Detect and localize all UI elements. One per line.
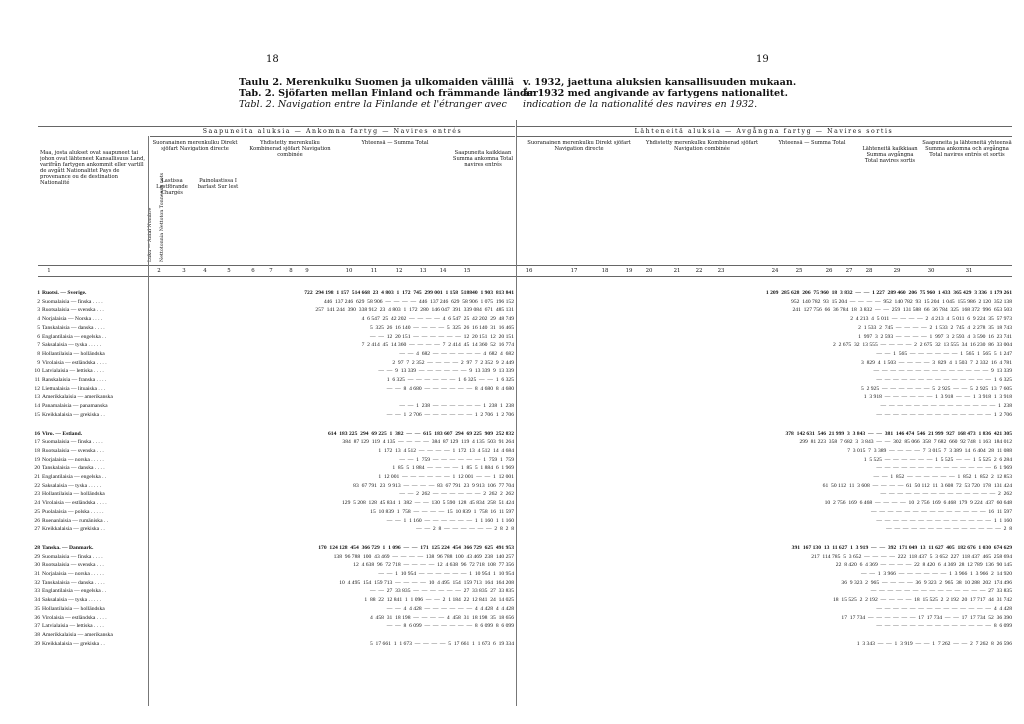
row-values-departed: 391 167 130 13 11 627 1 3 919 — — 392 171 049 13 11 627 405 182 676 1 030 674 629 — [791, 544, 1012, 551]
row-number: 30 — [34, 562, 40, 569]
row-label: Suomalaisia — finska . . . . — [42, 298, 103, 305]
row-values-arrived: — — 1 10 954 — — — — — — 1 10 954 1 10 954 — [378, 571, 514, 577]
row-values-arrived: 384 87 129 119 4 135 — — — — 384 87 129 119 4 135 503 91 264 — [342, 439, 514, 446]
row-label: Viro. — Estland. — [42, 430, 83, 437]
row-values-departed: — — — — — — — — — — — — — — 9 13 339 — [873, 368, 1012, 375]
title-left-line1: Taulu 2. Merenkulku Suomen ja ulkomaiden välillä — [239, 77, 515, 88]
title-left-line2: Tab. 2. Sjöfarten mellan Finland och främmande länder — [239, 88, 538, 99]
column-number: 5 — [227, 268, 231, 274]
band-left: Saapuneita aluksia — Ankomna fartyg — Navires entrés — [202, 128, 463, 135]
row-number: 5 — [37, 324, 40, 331]
row-values-departed: 952 140 782 93 15 204 — — — — 952 140 782 93 15 204 1 045 155 986 2 120 352 138 — [791, 298, 1012, 305]
row-label: Saksalaisia — tyska . . . . . — [42, 597, 102, 604]
row-number: 34 — [34, 597, 40, 604]
row-values-arrived: 257 141 244 390 338 912 23 4 803 1 172 280 146 047 391 339 084 671 485 131 — [315, 307, 514, 314]
row-number: 37 — [34, 623, 40, 630]
rule — [516, 120, 517, 706]
row-values-arrived: 1 6 325 — — — — — — 1 6 325 — — 1 6 325 — [386, 377, 514, 383]
right-combined-header: Yhdistetty merenkulku Kombinerad sjöfart Navigation combinée — [645, 140, 759, 152]
column-number: 2 — [157, 268, 161, 274]
row-number: 32 — [34, 579, 40, 586]
row-number: 27 — [34, 526, 40, 533]
row-label: Kreikkalaisia — grekiska . . — [42, 640, 105, 647]
row-values-arrived: 722 294 198 1 157 514 668 23 4 803 1 172 745 299 001 1 158 518840 1 903 813 841 — [304, 290, 514, 296]
row-number: 18 — [34, 447, 40, 454]
row-number: 16 — [34, 430, 40, 437]
row-label: Latvialaisia — lettiska . . . . — [42, 623, 104, 630]
row-values-departed: 2 4 213 4 5 011 — — — — 2 4 213 4 5 011 6 9 224 35 57 973 — [850, 316, 1012, 323]
row-values-departed: 10 2 756 169 6 468 — — — — 10 2 756 169 6 468 179 9 224 437 60 648 — [824, 500, 1012, 507]
column-number: 24 — [771, 268, 779, 274]
row-number: 22 — [34, 482, 40, 489]
row-label: Hollantilaisia — holländska — [42, 491, 105, 498]
row-values-departed: — — — — — — — — — — — — — — 4 4 428 — [876, 605, 1012, 612]
row-label: Kreikkalaisia — grekiska . . — [42, 526, 105, 533]
left-direct-header: Suoranainen merenkulku Direkt sjöfart Navigation directe — [152, 140, 238, 152]
row-label: Hollantilaisia — holländska — [42, 605, 105, 612]
stub-header: Maa, josta alukset ovat saapuneet tai johon ovat lähteneet Kansallisuus Land, varifrån fartygen ankommit eller vartill de avgått Nationalitet Pays de provenance ou de destination Nationalité — [40, 150, 146, 186]
row-values-arrived: 12 4 638 96 72 718 — — — — 12 4 638 96 72 718 108 77 356 — [353, 562, 514, 569]
row-label: Tanskalaisia — danska . . . . — [42, 324, 105, 331]
row-values-arrived: 446 137 246 629 58 906 — — — — 446 137 246 629 58 906 1 075 196 152 — [323, 298, 514, 305]
row-values-arrived: — — 8 6 099 — — — — — — 8 6 099 8 6 099 — [386, 623, 514, 630]
rule — [38, 126, 515, 127]
row-values-arrived: 129 5 208 128 45 834 1 382 — — 130 5 590 128 45 834 258 51 424 — [341, 500, 514, 507]
column-number: 27 — [845, 268, 853, 274]
row-number: 26 — [34, 517, 40, 524]
column-number: 1 — [47, 268, 51, 274]
column-number: 25 — [795, 268, 803, 274]
row-label: Virolaisia — estländska . . . . — [42, 614, 107, 621]
right-direct-header: Suoranainen merenkulku Direkt sjöfart Navigation directe — [527, 140, 631, 152]
row-label: Hollantilaisia — holländska — [42, 350, 105, 357]
row-values-departed: — — — — — — — — — — — — — — 1 6 325 — [876, 377, 1012, 383]
left-ballast-header: Painolastissa I barlast Sur lest — [197, 178, 239, 190]
column-number: 30 — [927, 268, 935, 274]
row-label: Norjalaisia — norska . . . . . — [42, 571, 104, 577]
row-values-departed: 1 3 918 — — — — — — 1 3 918 — — 1 3 918 1 3 918 — [863, 394, 1012, 401]
row-number: 19 — [34, 456, 40, 463]
row-values-arrived: — — 8 4 680 — — — — — — 8 4 680 8 4 680 — [386, 385, 514, 392]
column-number: 3 — [182, 268, 186, 274]
row-values-departed: 378 142 631 546 21 999 3 3 843 — — 381 146 474 546 21 999 927 168 473 1 836 421 305 — [785, 430, 1012, 437]
row-label: Suomalaisia — finska . . . . — [42, 553, 103, 560]
column-number: 16 — [525, 268, 533, 274]
rule — [38, 265, 1012, 266]
departed-total-header: Lähteneitä kaikkiaan Summa avgångna Total navires sortis — [862, 146, 918, 164]
row-values-departed: 22 8 420 6 4 369 — — — — 22 8 420 6 4 369 28 12 789 136 90 145 — [835, 562, 1012, 569]
column-number: 15 — [463, 268, 471, 274]
row-values-arrived: 2 97 7 2 352 — — — — 2 97 7 2 352 9 2 449 — [392, 359, 514, 366]
row-values-arrived: 170 124 128 454 366 729 1 1 096 — — 171 125 224 454 366 729 625 491 953 — [318, 544, 514, 551]
column-number: 9 — [305, 268, 309, 274]
row-values-arrived: 15 10 839 1 758 — — — — 15 10 839 1 758 16 11 597 — [370, 508, 514, 515]
row-values-departed: — — — — — — — — — — — — — — 2 8 — [886, 526, 1012, 533]
row-values-departed: 18 15 525 2 2 192 — — — — 18 15 525 2 2 192 20 17 717 44 31 742 — [833, 597, 1012, 604]
column-number: 21 — [673, 268, 681, 274]
row-values-arrived: — — 1 2 706 — — — — — — 1 2 706 1 2 706 — [386, 411, 514, 418]
row-values-arrived: — — 2 262 — — — — — — 2 262 2 262 — [399, 491, 514, 498]
row-label: Englantilaisia — engelska . . — [42, 588, 107, 595]
row-label: Tanska. — Danmark. — [42, 544, 94, 551]
row-values-departed: 217 114 785 5 3 652 — — — — 222 118 437 5 3 652 227 118 437 465 258 694 — [811, 553, 1012, 560]
row-label: Liettualaisia — lituaiska . . . — [42, 385, 106, 392]
row-values-arrived: 138 96 788 100 43 469 — — — — 138 96 788 100 43 469 238 140 257 — [333, 553, 514, 560]
column-number: 8 — [289, 268, 293, 274]
row-number: 23 — [34, 491, 40, 498]
title-left — [239, 77, 538, 110]
rule — [150, 136, 515, 137]
row-label: Ruotsalaisia — svenska . . . — [42, 447, 104, 454]
row-label: Suomalaisia — finska . . . . — [42, 439, 103, 446]
row-number: 35 — [34, 605, 40, 612]
row-values-departed: — — — — — — — — — — — — — — 27 33 835 — [870, 588, 1012, 595]
row-number: 36 — [34, 614, 40, 621]
row-number: 33 — [34, 588, 40, 595]
grand-total-header: Saapuneita ja lähteneitä yhteensä Summa ankomna och avgångna Total navires entrés et sortis — [922, 140, 1012, 158]
row-values-arrived: 1 172 13 4 512 — — — — 1 172 13 4 512 14 4 684 — [378, 447, 514, 454]
row-values-departed: — — 1 3 966 — — — — — — 1 3 966 1 3 966 2 14 920 — [860, 571, 1012, 577]
row-values-departed: — — — — — — — — — — — — — — 1 2 706 — [876, 411, 1012, 418]
row-values-arrived: 614 183 225 294 69 225 1 382 — — 615 183 607 294 69 225 909 252 832 — [328, 430, 514, 437]
row-number: 7 — [37, 342, 40, 349]
title-right-line1: v. 1932, jaettuna aluksien kansallisuuden mukaan. — [523, 77, 797, 88]
row-label: Latvialaisia — lettiska . . . . — [42, 368, 104, 375]
row-values-arrived: — — 2 8 — — — — — — 2 8 2 8 — [416, 526, 514, 533]
row-values-arrived: — — 1 238 — — — — — — 1 238 1 238 — [399, 403, 514, 410]
row-values-departed: — — — — — — — — — — — — — — 1 238 — [880, 403, 1012, 410]
row-values-arrived: — — 1 759 — — — — — — 1 759 1 759 — [399, 456, 514, 463]
title-right-line3: indication de la nationalité des navires en 1932. — [523, 99, 758, 110]
row-values-departed: 1 5 525 — — — — — — 1 5 525 — — 1 5 525 2 6 284 — [863, 456, 1012, 463]
row-number: 8 — [37, 350, 40, 357]
column-number: 7 — [269, 268, 273, 274]
row-number: 4 — [37, 316, 40, 323]
row-number: 28 — [34, 544, 40, 551]
row-values-departed: 36 9 323 2 965 — — — — 36 9 323 2 965 38 10 288 202 174 496 — [841, 579, 1012, 586]
row-label: Amerikkalaisia — amerikanska — [42, 631, 113, 638]
row-label: Norjalaisia — norska . . . . . — [42, 456, 104, 463]
column-number: 26 — [825, 268, 833, 274]
column-number: 20 — [645, 268, 653, 274]
row-label: Saksalaisia — tyska . . . . . — [42, 482, 102, 489]
row-values-departed: — — 1 565 — — — — — — 1 565 1 565 5 1 247 — [876, 350, 1012, 357]
row-values-departed: 299 81 223 358 7 682 3 3 843 — — 302 85 066 358 7 682 660 92 748 1 163 184 012 — [799, 439, 1012, 446]
right-total-header: Yhteensä — Summa Total — [778, 140, 846, 146]
row-number: 3 — [37, 307, 40, 314]
row-values-departed: 2 1 533 2 745 — — — — 2 1 533 2 745 4 2 278 35 18 743 — [858, 324, 1012, 331]
row-number: 38 — [34, 631, 40, 638]
row-values-departed: 1 3 343 — — 1 3 919 — — 1 7 262 — — 2 7 262 8 26 596 — [856, 640, 1012, 647]
row-values-arrived: 5 325 26 16 140 — — — — 5 325 26 16 140 31 16 465 — [369, 324, 514, 331]
row-values-departed: — — — — — — — — — — — — — — 16 11 597 — [870, 508, 1012, 515]
row-label: Kreikkalaisia — grekiska . . — [42, 411, 105, 418]
row-values-arrived: 1 88 22 12 841 1 1 096 — — 2 1 184 22 12 841 24 14 025 — [364, 597, 514, 604]
row-label: Saksalaisia — tyska . . . . . — [42, 342, 102, 349]
row-values-arrived: — — 12 20 151 — — — — — — 12 20 151 12 20 151 — [369, 333, 514, 340]
row-values-arrived: 4 458 31 18 198 — — — — 4 458 31 18 198 35 18 656 — [369, 614, 514, 621]
row-values-arrived: 4 6 547 25 42 202 — — — — 4 6 547 25 42 202 29 48 749 — [361, 316, 514, 323]
row-values-departed: 5 2 925 — — — — — — 5 2 925 — — 5 2 925 13 7 605 — [860, 385, 1012, 392]
row-label: Virolaisia — estländska . . . . — [42, 359, 107, 366]
row-number: 17 — [34, 439, 40, 446]
row-label: Virolaisia — estländska . . . . — [42, 500, 107, 507]
row-label: Ranskalaisia — franska . . . . — [42, 377, 107, 383]
column-number: 13 — [419, 268, 427, 274]
row-number: 24 — [34, 500, 40, 507]
row-label: Ruenanlaisia — rumäniska . . — [42, 517, 109, 524]
row-label: Norjalaisia — Norska . . . . — [42, 316, 103, 323]
row-number: 1 — [37, 290, 40, 296]
row-values-arrived: — — 1 1 160 — — — — — — 1 1 160 1 1 160 — [386, 517, 514, 524]
row-values-arrived: 10 4 495 154 159 713 — — — — 10 4 495 154 159 713 164 164 208 — [339, 579, 514, 586]
page-number-right: 19 — [756, 54, 769, 65]
row-number: 13 — [34, 394, 40, 401]
row-number: 11 — [34, 377, 40, 383]
row-values-departed: — — — — — — — — — — — — — — 6 1 969 — [876, 465, 1012, 472]
column-number: 10 — [345, 268, 353, 274]
column-number: 6 — [251, 268, 255, 274]
rule — [516, 136, 1012, 137]
row-label: Tanskalaisia — danska . . . . — [42, 465, 105, 472]
row-label: Tanskalaisia — danska . . . . — [42, 579, 105, 586]
row-label: Ruotsi. — Sverige. — [42, 290, 87, 296]
row-values-arrived: 5 17 661 1 1 673 — — — — 5 17 661 1 1 673 6 19 334 — [369, 640, 514, 647]
row-number: 14 — [34, 403, 40, 410]
row-values-arrived: 1 12 001 — — — — — — 1 12 001 — — 1 12 001 — [378, 474, 514, 480]
band-right: Lähteneitä aluksia — Avgångna fartyg — Navires sortis — [634, 128, 894, 135]
row-label: Englantilaisia — engelska . . — [42, 474, 107, 480]
tonnage-label: Nettotonnia Nettoton Tonneaux nets — [160, 172, 165, 262]
row-values-arrived: — — 4 4 428 — — — — — — 4 4 428 4 4 428 — [386, 605, 514, 612]
row-values-departed: — — — — — — — — — — — — — — 8 6 099 — [876, 623, 1012, 630]
row-number: 15 — [34, 411, 40, 418]
row-label: Englantilaisia — engelska . . — [42, 333, 107, 340]
count-label: Luku — Antal Nombre — [148, 207, 153, 262]
column-number: 14 — [439, 268, 447, 274]
left-laden-header: Lastissa Lastförande Chargés — [156, 178, 188, 196]
row-values-departed: — — — — — — — — — — — — — — 2 262 — [880, 491, 1012, 498]
column-number: 18 — [601, 268, 609, 274]
row-values-arrived: 1 85 5 1 884 — — — — 1 85 5 1 884 6 1 969 — [392, 465, 514, 472]
row-number: 39 — [34, 640, 40, 647]
row-number: 21 — [34, 474, 40, 480]
rule — [38, 276, 1012, 277]
column-number: 17 — [570, 268, 578, 274]
page-number-left: 18 — [266, 54, 279, 65]
row-values-departed: 3 829 4 1 503 — — — — 3 829 4 1 503 7 2 332 16 4 781 — [860, 359, 1012, 366]
row-label: Puolalaisia — polska . . . . . — [42, 508, 104, 515]
row-values-arrived: — — 9 13 339 — — — — — — 9 13 339 9 13 339 — [378, 368, 514, 375]
row-values-departed: 1 209 285 628 206 75 960 18 3 832 — — 1 227 289 460 206 75 960 1 433 365 429 3 336 1 179 261 — [765, 290, 1012, 296]
left-combined-header: Yhdistetty merenkulku Kombinerad sjöfart Navigation combinée — [249, 140, 331, 158]
row-values-arrived: 7 2 414 45 14 360 — — — — 7 2 414 45 14 360 52 16 774 — [361, 342, 514, 349]
row-values-arrived: — — 27 33 835 — — — — — — 27 33 835 27 33 835 — [369, 588, 514, 595]
rule — [148, 136, 149, 706]
row-label: Ruotsalaisia — svenska . . . — [42, 562, 104, 569]
column-number: 12 — [395, 268, 403, 274]
title-left-line3: Tabl. 2. Navigation entre la Finlande et l'étranger avec — [239, 99, 507, 110]
row-number: 6 — [37, 333, 40, 340]
row-label: Amerikkalaisia — amerikanska — [42, 394, 113, 401]
column-number: 23 — [717, 268, 725, 274]
row-values-departed: 17 17 734 — — — — — — 17 17 734 — — 17 17 734 52 36 390 — [841, 614, 1012, 621]
row-values-departed: — — — — — — — — — — — — — — 1 1 160 — [876, 517, 1012, 524]
row-number: 29 — [34, 553, 40, 560]
row-values-departed: 7 3 015 7 3 389 — — — — 7 3 015 7 3 389 14 6 404 28 11 088 — [847, 447, 1012, 454]
row-label: Ruotsalaisia — svenska . . . — [42, 307, 104, 314]
column-number: 28 — [865, 268, 873, 274]
column-number: 11 — [370, 268, 378, 274]
left-total-header: Yhteensä — Summa Total — [361, 140, 429, 146]
row-label: Panamalaisia — panamanska — [42, 403, 108, 410]
column-number: 22 — [695, 268, 703, 274]
row-values-arrived: — — 4 682 — — — — — — 4 682 4 682 — [399, 350, 514, 357]
row-values-departed: 2 2 675 32 13 555 — — — — 2 2 675 32 13 555 34 16 230 86 33 004 — [833, 342, 1012, 349]
rule — [516, 126, 1012, 127]
row-number: 12 — [34, 385, 40, 392]
column-number: 31 — [965, 268, 973, 274]
row-values-departed: — — 1 852 — — — — — — 1 852 1 852 2 12 853 — [873, 474, 1012, 480]
row-values-departed: 1 997 3 2 593 — — — — 1 997 3 2 593 4 3 590 16 23 741 — [858, 333, 1012, 340]
row-number: 9 — [37, 359, 40, 366]
row-number: 31 — [34, 571, 40, 577]
row-number: 2 — [37, 298, 40, 305]
row-values-arrived: 83 67 791 23 9 913 — — — — 83 67 791 23 9 913 106 77 704 — [353, 482, 514, 489]
row-number: 25 — [34, 508, 40, 515]
column-number: 19 — [625, 268, 633, 274]
row-values-departed: 61 50 112 11 3 608 — — — — 61 50 112 11 3 608 72 53 720 178 131 424 — [822, 482, 1012, 489]
title-right — [523, 77, 796, 110]
row-values-departed: 241 127 756 66 36 784 18 3 832 — — 259 131 588 66 36 784 325 168 372 996 653 503 — [792, 307, 1012, 314]
row-number: 10 — [34, 368, 40, 375]
row-number: 20 — [34, 465, 40, 472]
title-right-line2: år 1932 med angivande av fartygens nationalitet. — [523, 88, 788, 99]
column-number: 4 — [203, 268, 207, 274]
column-number: 29 — [893, 268, 901, 274]
arrived-total-header: Saapuneita kaikkiaan Summa ankomna Total navires entrés — [452, 150, 514, 168]
